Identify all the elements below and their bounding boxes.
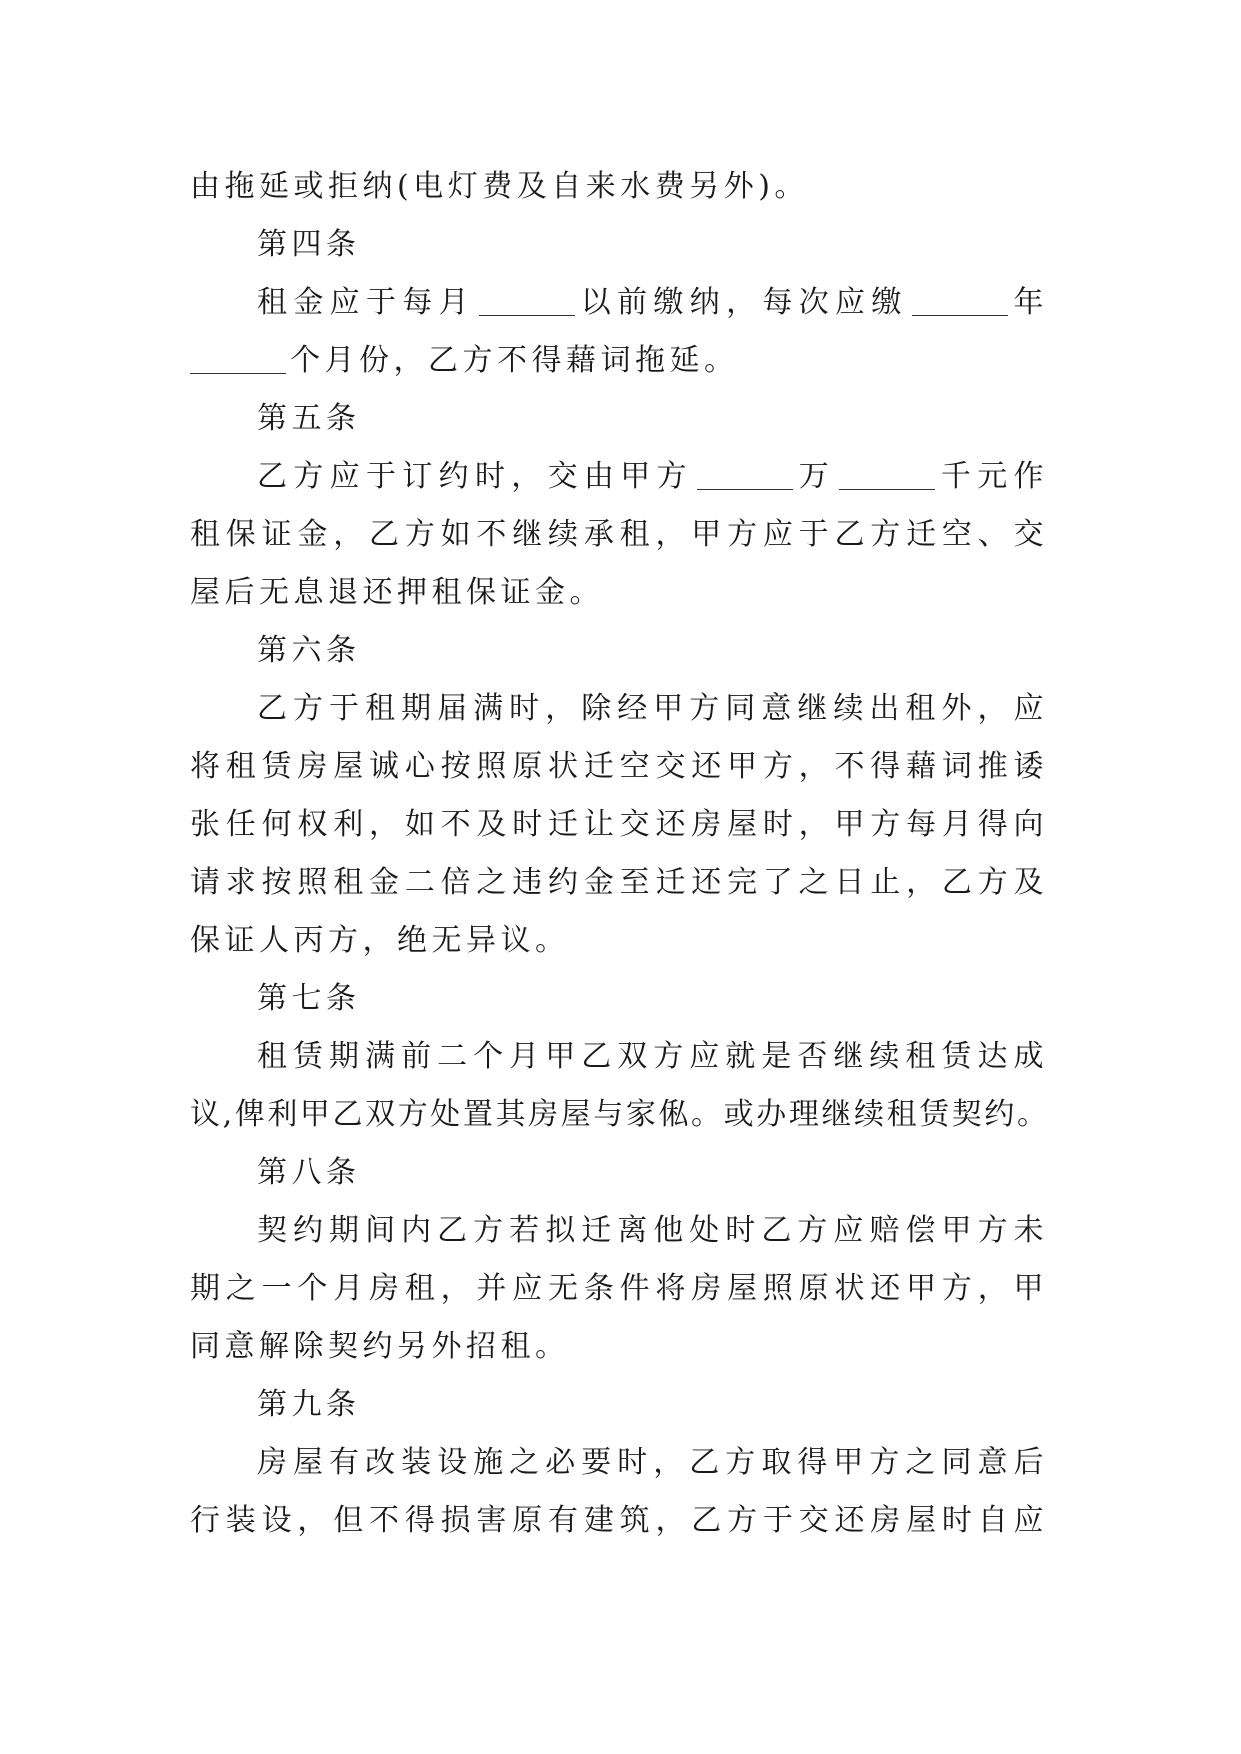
article-heading-7: 第七条 <box>257 981 361 1016</box>
paragraph-line: 屋后无息退还押租保证金。 <box>190 575 604 610</box>
paragraph-line: 乙方应于订约时，交由甲方 万 千元作 <box>257 459 1048 494</box>
fill-in-blank <box>697 459 793 490</box>
paragraph-line: 期之一个月房租，并应无条件将房屋照原状还甲方，甲 <box>190 1271 1048 1306</box>
article-heading-8: 第八条 <box>257 1155 361 1190</box>
paragraph-line: 租赁期满前二个月甲乙双方应就是否继续租赁达成 <box>257 1039 1048 1074</box>
paragraph-line: 张任何权利，如不及时迁让交还房屋时，甲方每月得向 <box>190 807 1048 842</box>
paragraph-line: 乙方于租期届满时，除经甲方同意继续出租外，应 <box>257 691 1048 726</box>
fill-in-blank <box>479 285 575 316</box>
paragraph-line: 由拖延或拒纳(电灯费及自来水费另外)。 <box>190 169 809 204</box>
fill-in-blank <box>912 285 1008 316</box>
paragraph-line: 议,俾利甲乙双方处置其房屋与家俬。或办理继续租赁契约。 <box>190 1097 1048 1132</box>
fill-in-blank <box>190 343 286 374</box>
article-heading-9: 第九条 <box>257 1387 361 1422</box>
fill-in-blank <box>839 459 935 490</box>
paragraph-line: 行装设，但不得损害原有建筑，乙方于交还房屋时自应 <box>190 1503 1048 1538</box>
paragraph-line: 租保证金，乙方如不继续承租，甲方应于乙方迁空、交 <box>190 517 1048 552</box>
paragraph-line: 个月份，乙方不得藉词拖延。 <box>190 332 1048 390</box>
paragraph-line: 房屋有改装设施之必要时，乙方取得甲方之同意后 <box>257 1445 1048 1480</box>
paragraph-line: 请求按照租金二倍之违约金至迁还完了之日止，乙方及 <box>190 865 1048 900</box>
paragraph-line: 同意解除契约另外招租。 <box>190 1329 570 1364</box>
paragraph-line: 将租赁房屋诚心按照原状迁空交还甲方，不得藉词推诿 <box>190 749 1048 784</box>
document-body <box>190 158 1048 1550</box>
paragraph-line: 契约期间内乙方若拟迁离他处时乙方应赔偿甲方未 <box>257 1213 1048 1248</box>
article-heading-6: 第六条 <box>257 633 361 668</box>
paragraph-line: 租金应于每月 以前缴纳，每次应缴 年 <box>257 285 1048 320</box>
paragraph-line: 保证人丙方，绝无异议。 <box>190 923 570 958</box>
article-heading-4: 第四条 <box>257 227 361 262</box>
article-heading-5: 第五条 <box>257 401 361 436</box>
